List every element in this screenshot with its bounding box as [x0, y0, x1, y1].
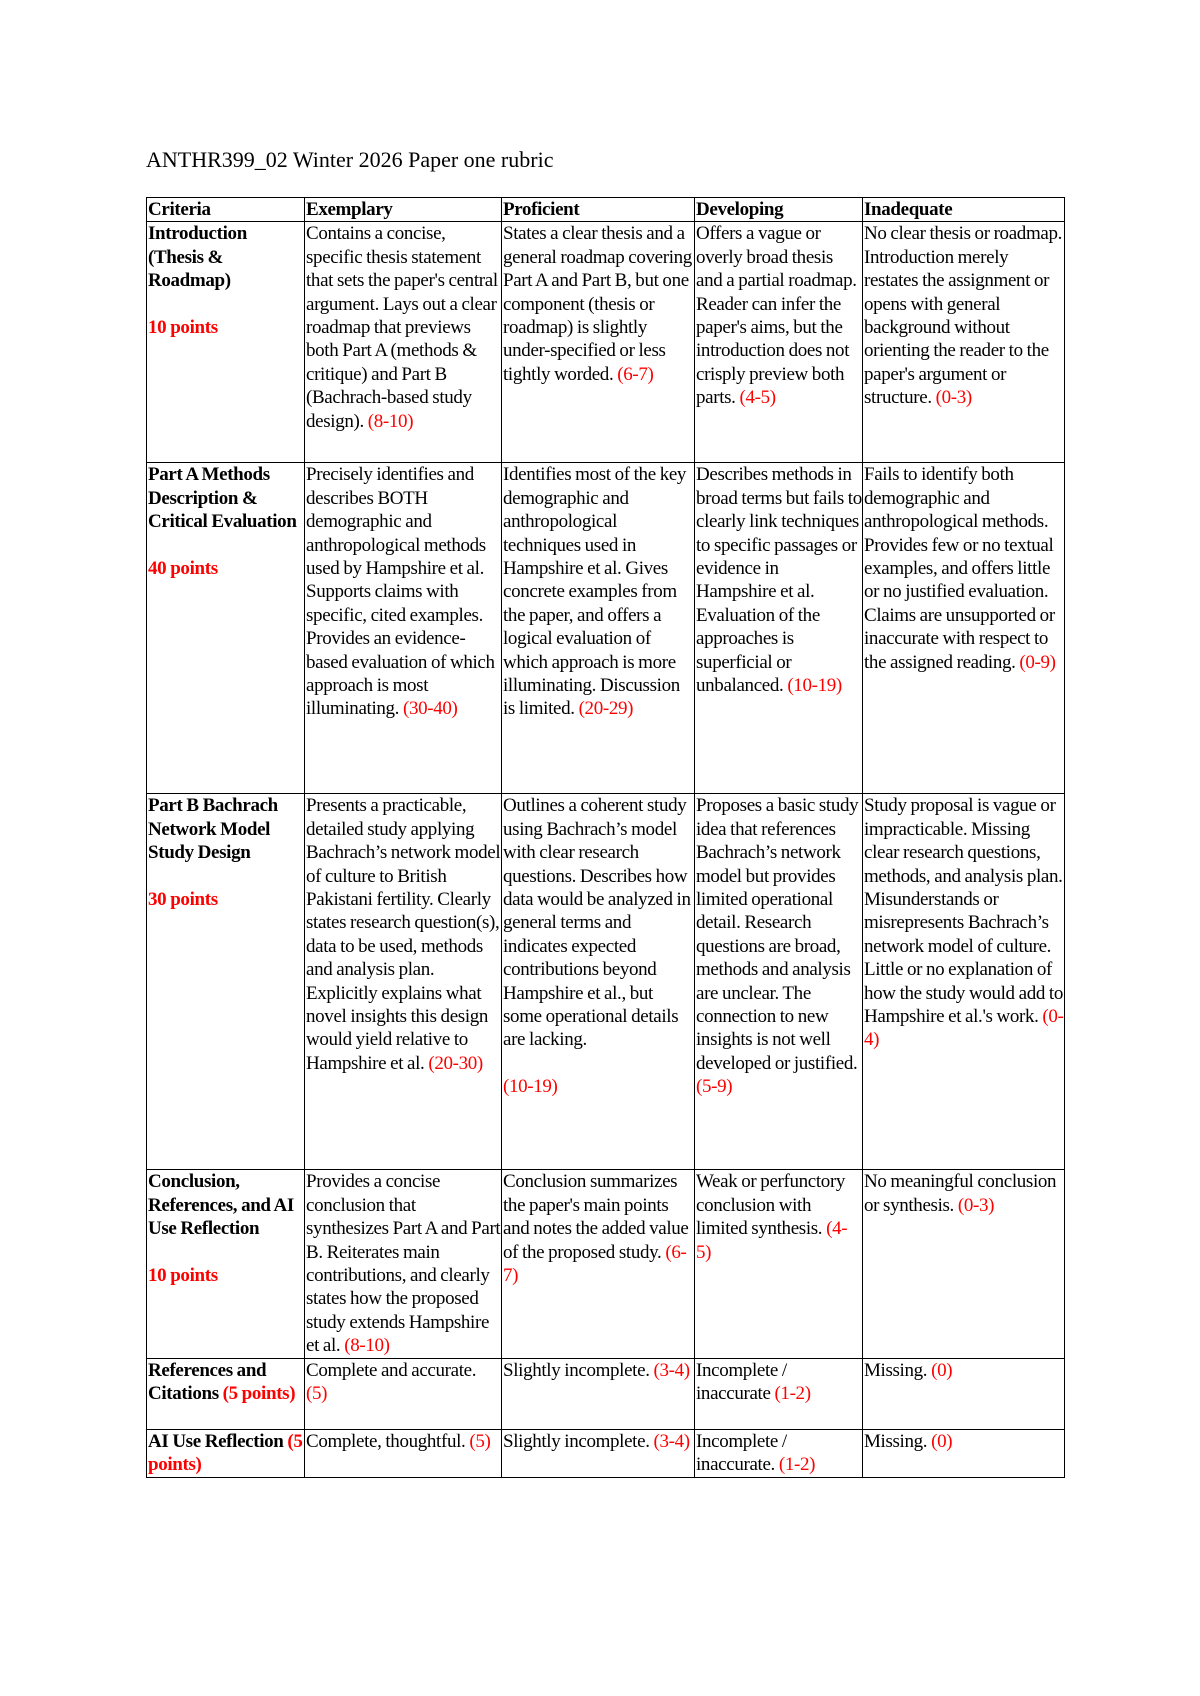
header-row: [147, 198, 1065, 222]
cell-inadequate: [863, 1358, 1065, 1429]
header-proficient: Proficient: [502, 198, 695, 222]
cell-exemplary: [305, 222, 502, 463]
cell-proficient: [502, 1170, 695, 1358]
document-title: ANTHR399_02 Winter 2026 Paper one rubric: [146, 147, 554, 172]
descriptor-text: States a clear thesis and a general roadmap covering Part A and Part B, but one component (thesis or roadmap) is slightly under-specified or less tightly worded.: [503, 223, 692, 385]
score-range: (0-3): [957, 1194, 995, 1216]
criterion-name: Part B Bachrach Network Model Study Design: [148, 795, 278, 864]
criterion-cell: [147, 1170, 305, 1358]
descriptor-text: Missing.: [864, 1430, 932, 1452]
row-references: [147, 1358, 1065, 1429]
cell-inadequate: [863, 463, 1065, 794]
criterion-cell: [147, 1429, 305, 1477]
criterion-name: Part A Methods Description & Critical Evaluation: [148, 464, 297, 533]
cell-inadequate: [863, 222, 1065, 463]
score-range: (3-4): [653, 1430, 690, 1452]
cell-proficient: [502, 1429, 695, 1477]
descriptor-text: Offers a vague or overly broad thesis and a partial roadmap. Reader can infer the paper's aims, but the introduction does not crisply preview both parts.: [696, 223, 857, 409]
criterion-name: References and Citations: [148, 1359, 267, 1405]
score-range: (8-10): [344, 1335, 390, 1357]
descriptor-text: No meaningful conclusion or synthesis.: [864, 1171, 1057, 1216]
cell-developing: [695, 222, 863, 463]
score-range: (5): [306, 1383, 328, 1405]
criterion-name: Conclusion, References, and AI Use Reflection: [148, 1171, 294, 1240]
score-range: (10-19): [787, 675, 842, 697]
descriptor-text: Contains a concise, specific thesis statement that sets the paper's central argument. Lays out a clear roadmap that previews both Part A (methods & critique) and Part B (Bachrach-based study design).: [306, 223, 498, 432]
cell-exemplary: [305, 1358, 502, 1429]
cell-proficient: [502, 794, 695, 1170]
criterion-cell: [147, 463, 305, 794]
criterion-points: (5 points): [148, 1430, 303, 1476]
cell-proficient: [502, 463, 695, 794]
header-developing: Developing: [695, 198, 863, 222]
criterion-points: (5 points): [222, 1383, 296, 1405]
cell-exemplary: [305, 463, 502, 794]
score-range: (0-9): [1019, 651, 1056, 673]
descriptor-text: Complete and accurate.: [306, 1359, 477, 1381]
descriptor-text: Slightly incomplete.: [503, 1359, 654, 1381]
score-range: (20-29): [578, 698, 634, 720]
score-range: (0-4): [864, 1006, 1064, 1051]
criterion-points: 10 points: [148, 317, 218, 339]
cell-developing: [695, 463, 863, 794]
cell-exemplary: [305, 1170, 502, 1358]
score-range: (1-2): [778, 1454, 816, 1476]
header-inadequate: Inadequate: [863, 198, 1065, 222]
cell-proficient: [502, 222, 695, 463]
cell-exemplary: [305, 1429, 502, 1477]
score-range: (6-7): [617, 363, 654, 385]
score-range: (8-10): [367, 410, 414, 432]
cell-proficient: [502, 1358, 695, 1429]
score-range: (1-2): [774, 1383, 811, 1405]
descriptor-text: Study proposal is vague or impracticable. Missing clear research questions, methods, and analysis plan. Misunderstands or misrepresents Bachrach’s network model of culture. Little or no explanation of how the study would add to Hampshire et al.'s work.: [864, 795, 1063, 1028]
score-range: (4-5): [739, 387, 776, 409]
score-range: (4-5): [696, 1218, 848, 1263]
cell-developing: [695, 1358, 863, 1429]
descriptor-text: Incomplete / inaccurate.: [696, 1430, 787, 1476]
row-part-a: [147, 463, 1065, 794]
score-range: (5-9): [696, 1076, 733, 1098]
descriptor-text: Fails to identify both demographic and anthropological methods. Provides few or no textual examples, and offers little or no justified evaluation. Claims are unsupported or inaccurate with respect to the assigned reading.: [864, 464, 1055, 673]
descriptor-text: Precisely identifies and describes BOTH demographic and anthropological methods used by Hampshire et al. Supports claims with specific, cited examples. Provides an evidence-based evaluation of which approach is most illuminating.: [306, 464, 495, 720]
descriptor-text: Presents a practicable, detailed study applying Bachrach’s network model of culture to British Pakistani fertility. Clearly states research question(s), data to be used, methods and analysis plan. Explicitly explains what novel insights this design would yield relative to Hampshire et al.: [306, 795, 501, 1074]
cell-developing: [695, 794, 863, 1170]
cell-inadequate: [863, 794, 1065, 1170]
criterion-cell: [147, 794, 305, 1170]
header-exemplary: Exemplary: [305, 198, 502, 222]
score-range: (20-30): [428, 1052, 483, 1074]
descriptor-text: Weak or perfunctory conclusion with limited synthesis.: [696, 1171, 846, 1240]
score-range: (0-3): [935, 387, 972, 409]
score-range: (0): [931, 1430, 953, 1452]
descriptor-text: Identifies most of the key demographic and anthropological techniques used in Hampshire et al. Gives concrete examples from the paper, and offers a logical evaluation of which approach is more illuminating. Discussion is limited.: [503, 464, 687, 720]
score-range: (10-19): [503, 1076, 558, 1098]
criterion-points: 30 points: [148, 889, 218, 911]
row-introduction: [147, 222, 1065, 463]
criterion-name: AI Use Reflection: [148, 1430, 284, 1452]
rubric-table: [146, 197, 1065, 1478]
header-criteria: Criteria: [147, 198, 305, 222]
descriptor-text: Provides a concise conclusion that synthesizes Part A and Part B. Reiterates main contributions, and clearly states how the proposed study extends Hampshire et al.: [306, 1171, 501, 1357]
cell-developing: [695, 1429, 863, 1477]
score-range: (0): [931, 1359, 953, 1381]
criterion-name: Introduction (Thesis & Roadmap): [148, 223, 247, 292]
descriptor-text: Describes methods in broad terms but fails to clearly link techniques to specific passages or evidence in Hampshire et al. Evaluation of the approaches is superficial or unbalanced.: [696, 464, 862, 697]
descriptor-text: Complete, thoughtful.: [306, 1430, 470, 1452]
criterion-cell: [147, 1358, 305, 1429]
criterion-points: 40 points: [148, 558, 218, 580]
criterion-cell: [147, 222, 305, 463]
score-range: (6-7): [503, 1241, 687, 1287]
descriptor-text: Outlines a coherent study using Bachrach’s model with clear research questions. Describes how data would be analyzed in general terms and indicates expected contributions beyond Hampshire et al., but some operational details are lacking.: [503, 795, 691, 1051]
cell-inadequate: [863, 1170, 1065, 1358]
descriptor-text: No clear thesis or roadmap. Introduction merely restates the assignment or opens with general background without orienting the reader to the paper's argument or structure.: [864, 223, 1063, 409]
row-ai-use: [147, 1429, 1065, 1477]
cell-developing: [695, 1170, 863, 1358]
criterion-points: 10 points: [148, 1265, 218, 1287]
descriptor-text: Slightly incomplete.: [503, 1430, 654, 1452]
score-range: (5): [469, 1430, 491, 1452]
descriptor-text: Proposes a basic study idea that references Bachrach’s network model but provides limited operational detail. Research questions are broad, methods and analysis are unclear. The connection to new insights is not well developed or justified.: [696, 795, 859, 1074]
row-part-b: [147, 794, 1065, 1170]
score-range: (30-40): [403, 698, 458, 720]
descriptor-text: Conclusion summarizes the paper's main points and notes the added value of the proposed study.: [503, 1171, 689, 1263]
score-range: (3-4): [653, 1359, 690, 1381]
descriptor-text: Incomplete / inaccurate: [696, 1359, 787, 1405]
row-conclusion: [147, 1170, 1065, 1358]
descriptor-text: Missing.: [864, 1359, 932, 1381]
cell-exemplary: [305, 794, 502, 1170]
cell-inadequate: [863, 1429, 1065, 1477]
